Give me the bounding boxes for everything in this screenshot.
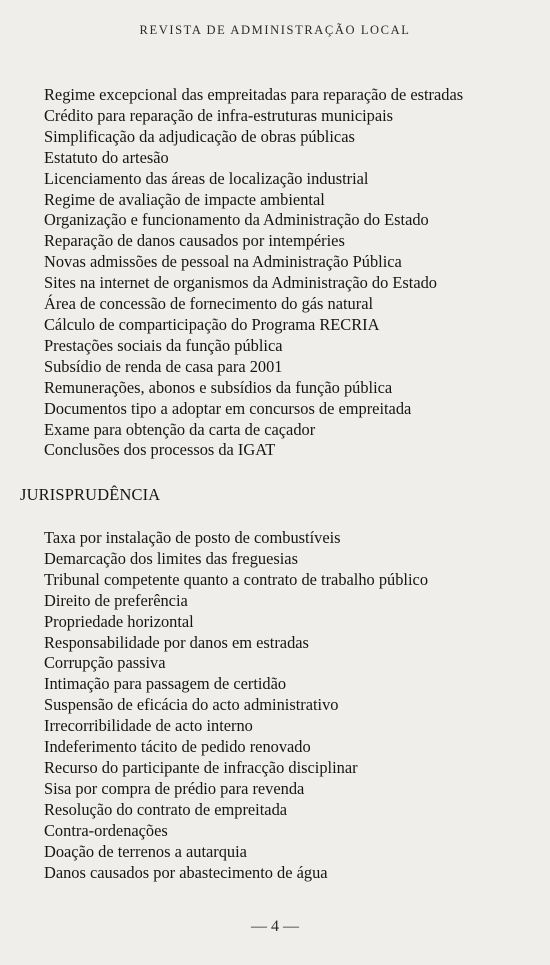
list-item: Doação de terrenos a autarquia — [44, 841, 247, 861]
list-item: Reparação de danos causados por intempéries — [44, 231, 345, 251]
legislation-list — [44, 85, 463, 461]
list-item: Contra-ordenações — [44, 820, 168, 840]
list-item: Sites na internet de organismos da Administração do Estado — [44, 273, 437, 293]
list-item: Documentos tipo a adoptar em concursos de empreitada — [44, 398, 412, 418]
list-item: Subsídio de renda de casa para 2001 — [44, 356, 283, 376]
list-item: Simplificação da adjudicação de obras públicas — [44, 126, 355, 146]
list-item: Demarcação dos limites das freguesias — [44, 548, 298, 568]
page-number: — 4 — — [251, 918, 299, 935]
list-item: Tribunal competente quanto a contrato de trabalho público — [44, 569, 429, 589]
list-item: Crédito para reparação de infra-estruturas municipais — [44, 105, 394, 125]
list-item: Taxa por instalação de posto de combustíveis — [44, 528, 341, 547]
list-item: Recurso do participante de infracção disciplinar — [44, 757, 358, 777]
list-item: Suspensão de eficácia do acto administrativo — [44, 695, 339, 715]
list-item: Intimação para passagem de certidão — [44, 674, 287, 694]
list-item: Danos causados por abastecimento de água — [44, 862, 328, 882]
list-item: Cálculo de comparticipação do Programa RECRIA — [44, 314, 380, 334]
running-head: REVISTA DE ADMINISTRAÇÃO LOCAL — [139, 23, 411, 37]
list-item: Corrupção passiva — [44, 653, 166, 673]
jurisprudence-list — [44, 528, 428, 883]
list-item: Irrecorribilidade de acto interno — [44, 716, 253, 736]
list-item: Licenciamento das áreas de localização industrial — [44, 168, 369, 188]
list-item: Estatuto do artesão — [44, 147, 169, 167]
list-item: Sisa por compra de prédio para revenda — [44, 778, 305, 798]
list-item: Responsabilidade por danos em estradas — [44, 632, 309, 652]
list-item: Novas admissões de pessoal na Administração Pública — [44, 252, 402, 272]
list-item: Direito de preferência — [44, 590, 188, 610]
list-item: Resolução do contrato de empreitada — [44, 799, 288, 819]
list-item: Remunerações, abonos e subsídios da função pública — [44, 377, 393, 397]
list-item: Regime excepcional das empreitadas para reparação de estradas — [44, 85, 464, 104]
list-item: Conclusões dos processos da IGAT — [44, 440, 276, 460]
section-heading-jurisprudence: JURISPRUDÊNCIA — [20, 485, 161, 504]
list-item: Exame para obtenção da carta de caçador — [44, 419, 316, 439]
list-item: Organização e funcionamento da Administração do Estado — [44, 210, 429, 230]
list-item: Prestações sociais da função pública — [44, 335, 283, 355]
list-item: Área de concessão de fornecimento do gás natural — [44, 294, 374, 314]
list-item: Regime de avaliação de impacte ambiental — [44, 189, 325, 209]
list-item: Propriedade horizontal — [44, 611, 194, 631]
list-item: Indeferimento tácito de pedido renovado — [44, 737, 311, 757]
